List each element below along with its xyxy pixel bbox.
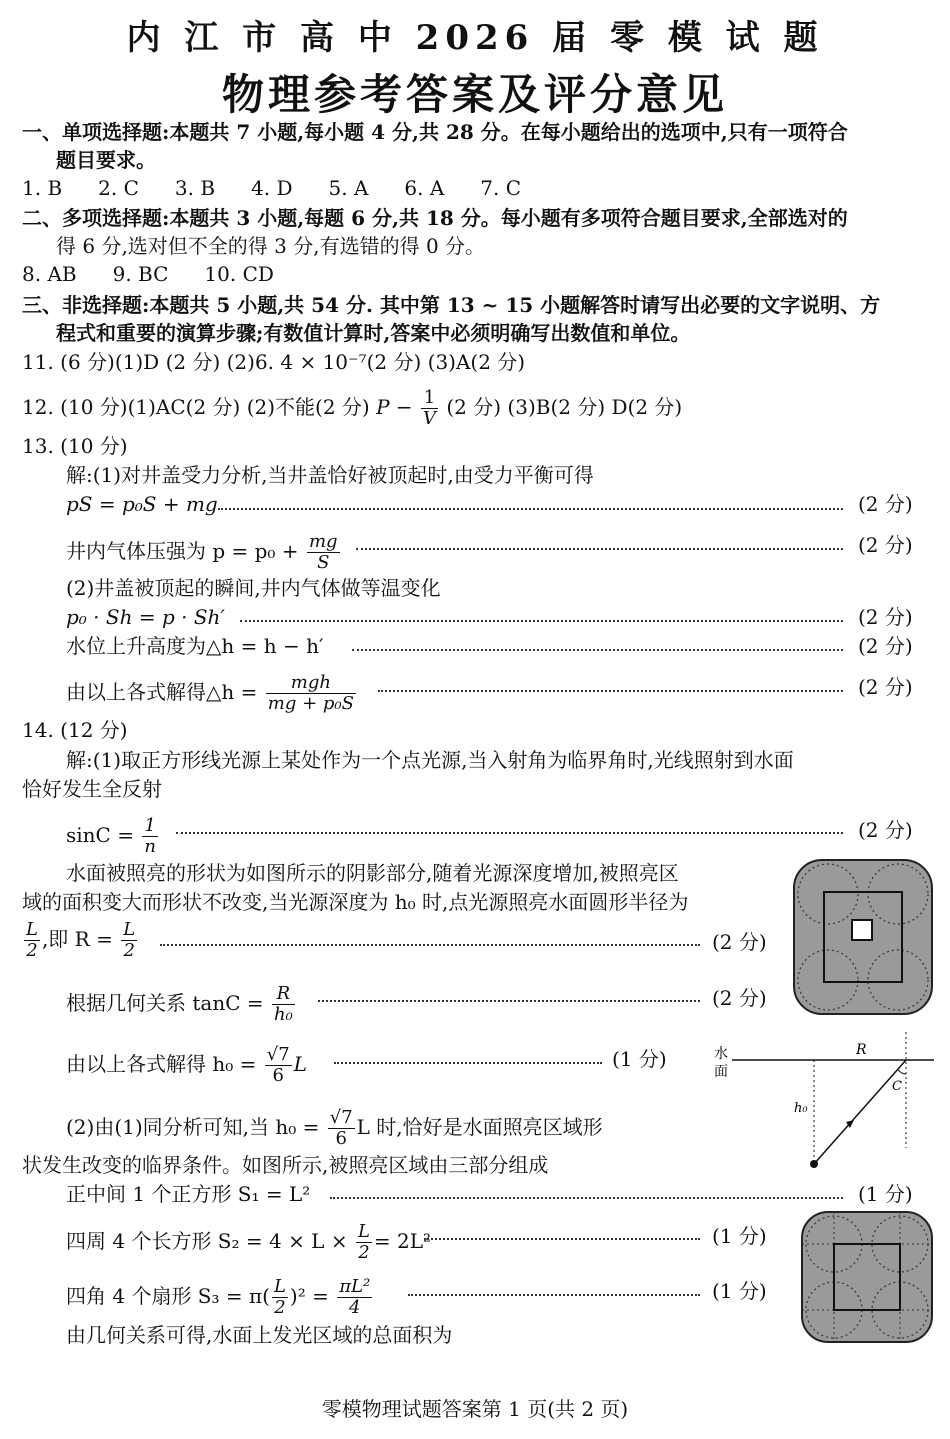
answer-6: 6. A [404,176,445,200]
answer-1: 1. B [22,176,63,200]
q13-eq2-num: mg [308,531,338,552]
page-footer: 零模物理试题答案第 1 页(共 2 页) [321,1397,629,1421]
point-source [810,1160,818,1168]
section2-answers [22,260,310,288]
dot-leader [408,1292,700,1296]
q14-radius-num: L [123,919,136,940]
dot-leader [334,1060,602,1064]
q14-eq3-den: 6 [272,1065,284,1086]
answer-8: 8. AB [22,262,77,286]
water-label-1: 水 [714,1046,728,1062]
q14-eq6-fraction [272,1277,288,1318]
q12-fraction [421,388,438,429]
q14-para5: 状发生改变的临界条件。如图所示,被照亮区域由三部分组成 [22,1153,549,1177]
answer-3: 3. B [174,176,216,200]
score: (1 分) [712,1279,767,1303]
q13-eq1: pS = p₀S + mg [66,492,218,516]
score: (2 分) [858,634,913,658]
q13-eq4: 水位上升高度为△h = h − h′ [66,634,324,658]
section3-heading-cont: 程式和重要的演算步骤;有数值计算时,答案中必须明确写出数值和单位。 [56,321,691,345]
q14-eq3-fraction [265,1045,292,1086]
q12-part-b: P − [376,395,413,419]
q13-eq2-fraction [307,532,340,573]
q14-eq6-den: 2 [274,1297,286,1318]
q14-part2 [66,1108,603,1149]
light-ray [814,1060,906,1164]
q11-answer: 11. (6 分)(1)D (2 分) (2)6. 4 × 10⁻⁷(2 分) (3)A(2 分) [22,350,526,374]
q14-eq6-den2: 4 [348,1297,361,1318]
answer-10: 10. CD [204,262,274,286]
score: (1 分) [858,1182,913,1206]
q14-eq5-text: 四周 4 个长方形 S₂ = 4 × L × [66,1229,348,1253]
section2-heading-cont: 得 6 分,选对但不全的得 3 分,有选错的得 0 分。 [56,234,486,258]
q14-half-den: 2 [26,940,38,961]
dot-leader [160,942,700,946]
q14-eq2-den: h₀ [273,1004,293,1025]
section1-answers [22,174,557,202]
q13-eq5-fraction [266,673,356,714]
q13-eq5-den: mg + p₀S [267,693,354,714]
answer-2: 2. C [98,176,139,200]
illuminated-region-figure-2 [800,1210,934,1344]
score: (2 分) [858,605,913,629]
score: (2 分) [712,930,767,954]
q14-part2-den: 6 [335,1128,347,1149]
q14-eq3-text: 由以上各式解得 h₀ = [66,1052,257,1076]
answer-4: 4. D [251,176,293,200]
q13-eq2-text: 井内气体压强为 p = p₀ + [66,539,299,563]
q14-radius-fraction [121,920,137,961]
q14-part2-fraction [328,1108,355,1149]
h0-label: h₀ [794,1101,808,1116]
answer-9: 9. BC [112,262,169,286]
section2-heading: 二、多项选择题:本题共 3 小题,每题 6 分,共 18 分。每小题有多项符合题目要求,全部选对的 [22,206,848,230]
dot-leader [330,1195,843,1199]
q13-eq5-num: mgh [266,673,356,694]
exam-title: 内 江 市 高 中 2026 届 零 模 试 题 [126,18,824,58]
q14-eq6 [66,1277,374,1318]
dot-leader [378,688,843,692]
q13-eq5-text: 由以上各式解得△h = [66,680,258,704]
r-label: R [856,1042,867,1058]
q14-eq2-text: 根据几何关系 tanC = [66,991,264,1015]
q14-eq3-num: √7 [266,1044,290,1065]
q14-radius-den: 2 [123,940,135,961]
critical-angle-figure [708,1028,938,1178]
answer-7: 7. C [480,176,522,200]
illuminated-region-figure-1 [792,858,934,1016]
dot-leader [176,830,843,834]
score: (2 分) [858,675,913,699]
dot-leader [352,647,843,651]
q14-part2-num: √7 [329,1107,353,1128]
q14-eq5-num: L [357,1221,370,1242]
q14-eq3-l: L [293,1052,307,1076]
q14-eq2-fraction [272,984,295,1025]
q14-part2-text-b: L 时,恰好是水面照亮区域形 [356,1115,603,1139]
q13-eq2 [66,532,342,573]
dot-leader [424,1236,700,1240]
score: (1 分) [712,1224,767,1248]
q14-eq5 [66,1222,431,1263]
q12-frac-num: 1 [421,388,438,409]
q13-step2: (2)井盖被顶起的瞬间,井内气体做等温变化 [66,576,441,600]
q14-step1-cont: 恰好发生全反射 [22,777,162,801]
answer-title: 物理参考答案及评分意见 [221,70,728,119]
q14-para2: 域的面积变大而形状不改变,当光源深度为 h₀ 时,点光源照亮水面圆形半径为 [22,890,689,914]
dark-center-square [852,920,872,940]
c-label: C [892,1079,902,1094]
q12-answer [22,388,682,429]
water-label-2: 面 [714,1064,728,1080]
q14-eq6-num: L [273,1276,286,1297]
q14-eq2 [66,984,297,1025]
section1-heading-cont: 题目要求。 [56,148,156,172]
q13-heading: 13. (10 分) [22,434,128,458]
q12-part-a: 12. (10 分)(1)AC(2 分) (2)不能(2 分) [22,395,377,419]
q14-eq6-num2: πL² [339,1276,371,1297]
q14-eq1-fraction [142,816,158,857]
shaded-region [802,1212,932,1342]
q14-eq6-text: 四角 4 个扇形 S₃ = π( [66,1284,270,1308]
q14-para6: 由几何关系可得,水面上发光区域的总面积为 [66,1323,453,1347]
score: (2 分) [858,818,913,842]
q14-eq6-text-b: )² = [289,1284,329,1308]
q14-half-fraction [24,920,40,961]
q12-part-c: (2 分) (3)B(2 分) D(2 分) [446,395,683,419]
q12-frac-den: V [423,408,437,429]
section1-heading: 一、单项选择题:本题共 7 小题,每小题 4 分,共 28 分。在每小题给出的选项中,只有一项符合 [22,120,848,144]
q14-radius-text: ,即 R = [41,927,113,951]
answer-5: 5. A [328,176,369,200]
score: (2 分) [712,986,767,1010]
q13-eq2-den: S [317,552,330,573]
dot-leader [218,506,843,510]
q14-eq1-num: 1 [142,816,158,837]
section3-heading: 三、非选择题:本题共 5 小题,共 54 分. 其中第 13 ~ 15 小题解答时请写出必要的文字说明、方 [22,293,881,317]
q13-eq5 [66,673,358,714]
q14-eq1 [66,816,160,857]
dot-leader [356,546,843,550]
q14-eq5-den: 2 [358,1242,370,1263]
q14-eq3 [66,1045,307,1086]
q14-part2-text: (2)由(1)同分析可知,当 h₀ = [66,1115,320,1139]
q14-eq1-den: n [144,836,156,857]
score: (2 分) [858,492,913,516]
q14-eq1-text: sinC = [66,823,134,847]
angle-arc [898,1070,906,1074]
q13-eq3: p₀ · Sh = p · Sh′ [66,605,225,629]
q14-para1: 水面被照亮的形状为如图所示的阴影部分,随着光源深度增加,被照亮区 [66,861,679,885]
score: (1 分) [612,1047,667,1071]
q14-half-num: L [26,919,38,940]
dot-leader [318,998,700,1002]
dot-leader [240,618,843,622]
q14-radius [22,920,139,961]
q14-eq6-fraction2 [337,1277,372,1318]
score: (2 分) [858,533,913,557]
q14-eq5-text-b: = 2L² [373,1229,432,1253]
q14-eq5-fraction [356,1222,372,1263]
q14-eq4: 正中间 1 个正方形 S₁ = L² [66,1182,311,1206]
q14-heading: 14. (12 分) [22,718,128,742]
q14-step1: 解:(1)取正方形线光源上某处作为一个点光源,当入射角为临界角时,光线照射到水面 [66,748,794,772]
q14-eq2-num: R [272,984,295,1005]
q13-step1: 解:(1)对井盖受力分析,当井盖恰好被顶起时,由受力平衡可得 [66,463,594,487]
